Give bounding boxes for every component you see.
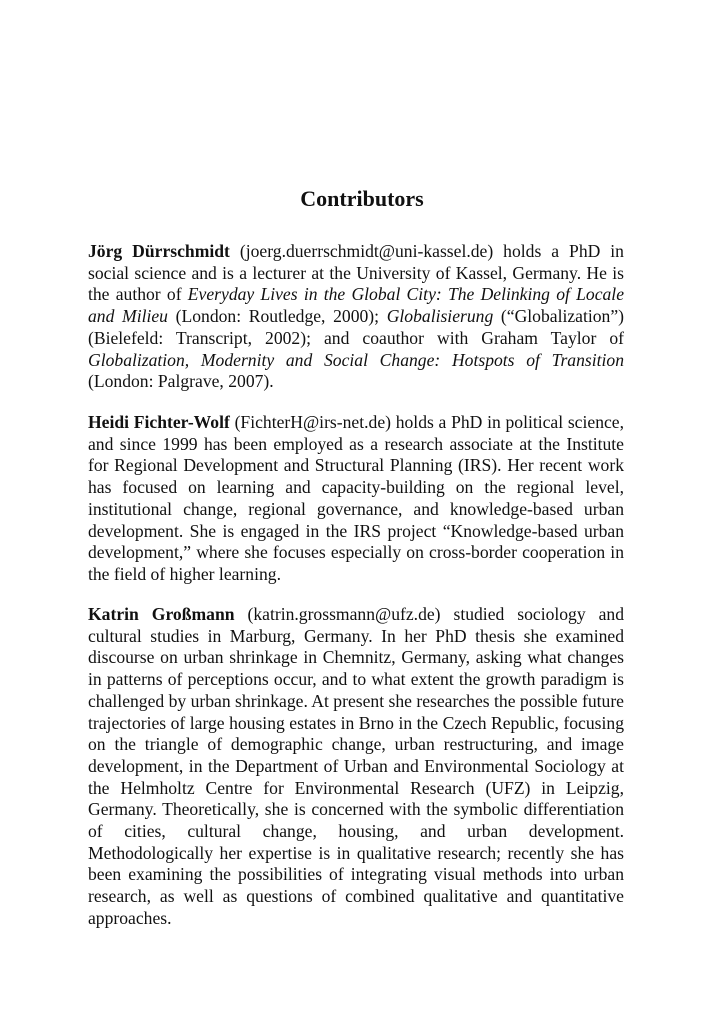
- contributor-email: (FichterH@irs-net.de): [234, 412, 391, 432]
- bio-text: holds a PhD in political science, and since 1999 has been employed as a research associate at the Institute for Regional Development and Structural Planning (IRS). Her recent work has focused on learning and capacity-building on the regional level, institutional change, regional governance, and knowledge-based urban development. She is engaged in the IRS project “Knowledge-based urban development,” where she focuses especially on cross-border cooperation in the field of higher learning.: [88, 412, 625, 584]
- book-title: Globalization, Modernity and Social Change: Hotspots of Transition: [88, 349, 624, 370]
- contributor-name: Jörg Dürrschmidt: [88, 241, 230, 261]
- contributor-email: (katrin.grossmann@ufz.de): [247, 604, 441, 624]
- book-title: Globalisierung: [386, 306, 494, 327]
- contributor-name: Katrin Großmann: [88, 604, 235, 624]
- bio-text: studied sociology and cultural studies in Marburg, Germany. In her PhD thesis she examined discourse on urban shrinkage in Chemnitz, Germany, asking what changes in patterns of perceptions occur, and to what extent the growth paradigm is challenged by urban shrinkage. At present she researches the possible future trajectories of large housing estates in Brno in the Czech Republic, focusing on the triangle of demographic change, urban restructuring, and image development, in the Department of Urban and Environmental Sociology at the Helmholtz Centre for Environmental Research (UFZ) in Leipzig, Germany. Theoretically, she is concerned with the symbolic differentiation of cities, cultural change, housing, and urban development. Methodologically her expertise is in qualitative research; recently she has been examining the possibilities of integrating visual methods into urban research, as well as questions of combined qualitative and quantitative approaches.: [88, 604, 624, 928]
- contributor-name: Heidi Fichter-Wolf: [88, 412, 230, 432]
- book-title: Everyday Lives in the Global City: The Delinking of Locale and Milieu: [88, 284, 625, 327]
- contributor-email: (joerg.duerrschmidt@uni-kassel.de): [239, 241, 494, 261]
- contributor-entry: [88, 604, 624, 930]
- contributor-entry: [88, 412, 624, 586]
- bio-text: (“Globalization”) (Bielefeld: Transcript, 2002); and coauthor with Graham Taylor of: [88, 306, 624, 348]
- bio-text: (London: Palgrave, 2007).: [88, 371, 274, 392]
- contributor-entry: [88, 241, 624, 393]
- page-title: Contributors: [300, 186, 424, 211]
- bio-text: holds a PhD in social science and is a lecturer at the University of Kassel, Germany. He is the author of: [88, 241, 624, 305]
- bio-text: (London: Routledge, 2000);: [167, 306, 387, 327]
